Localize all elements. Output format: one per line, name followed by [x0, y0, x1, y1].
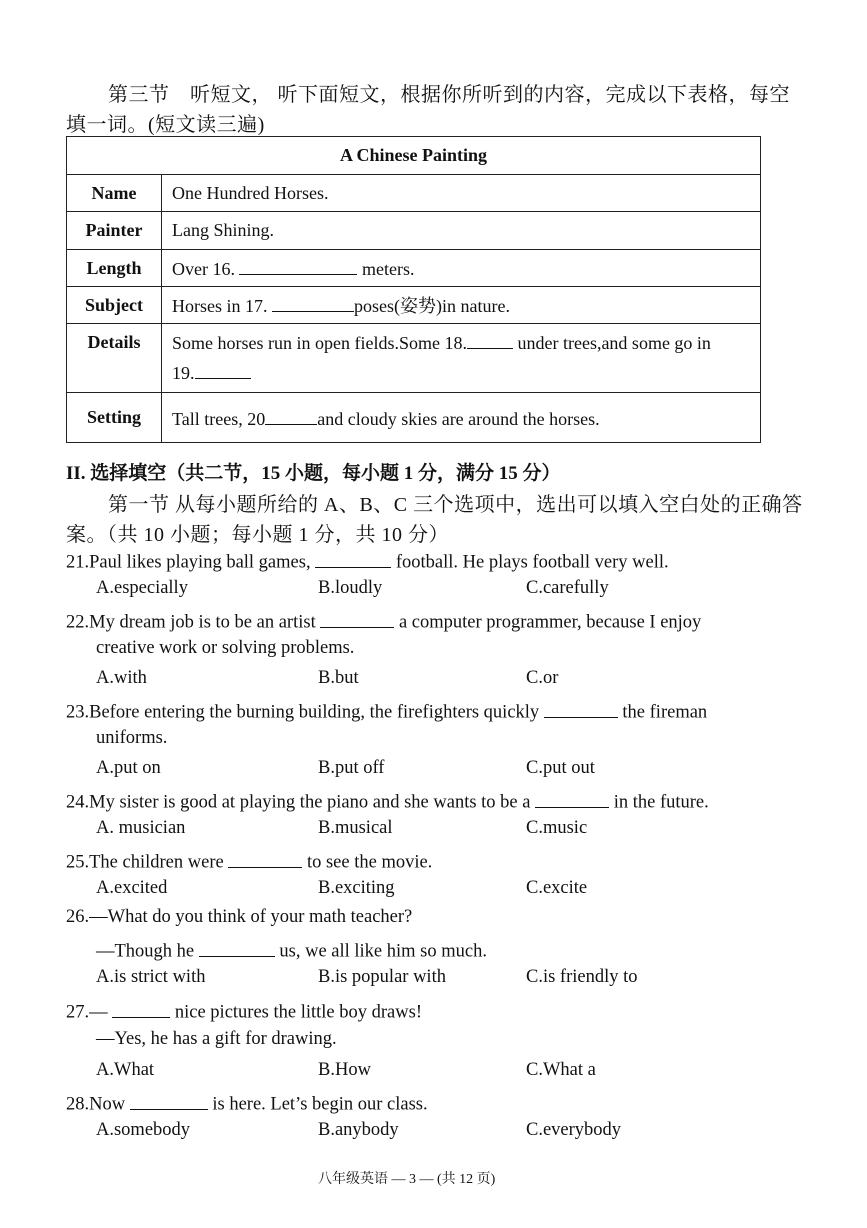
page-footer: 八年级英语 — 3 — (共 12 页) [318, 1172, 496, 1187]
question-28-text: 28.Now [66, 1094, 130, 1115]
blank-18[interactable] [467, 330, 513, 349]
question-25-blank[interactable] [228, 848, 302, 868]
blank-16[interactable] [239, 256, 357, 275]
row-label-length: Length [67, 250, 162, 287]
question-25 [66, 848, 432, 874]
question-26-blank[interactable] [199, 937, 275, 957]
row-label-setting: Setting [67, 393, 162, 443]
question-28-option-c[interactable]: C.everybody [526, 1120, 622, 1140]
question-21-option-b[interactable]: B.loudly [318, 578, 383, 598]
blank-20[interactable] [265, 406, 317, 425]
question-23-option-a[interactable]: A.put on [96, 758, 161, 778]
table-row [67, 250, 761, 287]
details-text-middle: under trees,and some go in [512, 333, 711, 353]
question-26-option-b[interactable]: B.is popular with [318, 967, 446, 987]
section2-instructions-line2: 案。（共 10 小题；每小题 1 分，共 10 分） [66, 524, 449, 546]
question-27-text-after: nice pictures the little boy draws! [170, 1002, 422, 1023]
table-row [67, 287, 761, 324]
question-21-text-after: football. He plays football very well. [391, 552, 669, 573]
table-row [67, 175, 761, 212]
question-27-option-b[interactable]: B.How [318, 1060, 371, 1080]
question-28-blank[interactable] [130, 1090, 208, 1110]
row-value-painter: Lang Shining. [162, 212, 761, 250]
row-label-details: Details [67, 324, 162, 393]
question-24-blank[interactable] [535, 788, 609, 808]
question-25-option-c[interactable]: C.excite [526, 878, 588, 898]
question-24-option-a[interactable]: A. musician [96, 818, 186, 838]
question-27 [66, 998, 422, 1024]
question-21-blank[interactable] [315, 548, 391, 568]
question-26-option-c[interactable]: C.is friendly to [526, 967, 638, 987]
row-label-subject: Subject [67, 287, 162, 324]
question-25-text-after: to see the movie. [302, 852, 433, 873]
row-value-setting [162, 393, 761, 443]
question-24-option-b[interactable]: B.musical [318, 818, 393, 838]
question-26: 26.—What do you think of your math teacher? [66, 907, 413, 927]
question-22-option-b[interactable]: B.but [318, 668, 359, 688]
question-24-option-c[interactable]: C.music [526, 818, 588, 838]
question-21-option-c[interactable]: C.carefully [526, 578, 609, 598]
question-26-line2 [96, 937, 487, 963]
question-25-option-a[interactable]: A.excited [96, 878, 168, 898]
setting-text-before: Tall trees, 20 [172, 408, 266, 429]
question-27-text: 27.— [66, 1002, 113, 1023]
question-22-option-a[interactable]: A.with [96, 668, 147, 688]
question-24 [66, 788, 709, 814]
question-25-text: 25.The children were [66, 852, 229, 873]
question-22-line2: creative work or solving problems. [96, 638, 355, 658]
subject-text-after: poses(姿势)in nature. [354, 296, 510, 316]
row-label-name: Name [67, 175, 162, 212]
question-23-option-c[interactable]: C.put out [526, 758, 595, 778]
question-22-text-after: a computer programmer, because I enjoy [394, 612, 702, 633]
question-21 [66, 548, 669, 574]
details-text-line2: 19. [172, 363, 195, 383]
question-25-option-b[interactable]: B.exciting [318, 878, 395, 898]
question-24-text: 24.My sister is good at playing the piano and she wants to be a [66, 792, 536, 813]
row-value-length [162, 250, 761, 287]
question-28-option-a[interactable]: A.somebody [96, 1120, 191, 1140]
blank-17[interactable] [272, 293, 354, 312]
question-21-option-a[interactable]: A.especially [96, 578, 188, 598]
question-27-blank[interactable] [112, 998, 170, 1018]
question-26-line2-text: —Though he [96, 941, 199, 962]
question-22-option-c[interactable]: C.or [526, 668, 559, 688]
subject-text-before: Horses in 17. [172, 296, 272, 316]
length-text-before: Over 16. [172, 259, 240, 279]
question-27-line2: —Yes, he has a gift for drawing. [96, 1029, 337, 1049]
blank-19[interactable] [195, 360, 251, 379]
section2-instructions-line1: 第一节 从每小题所给的 A、B、C 三个选项中，选出可以填入空白处的正确答 [108, 494, 803, 516]
table-row [67, 212, 761, 250]
listening-instructions-line1: 第三节 听短文， 听下面短文，根据你所听到的内容，完成以下表格，每空 [108, 84, 790, 106]
question-23-text: 23.Before entering the burning building, the firefighters quickly [66, 702, 544, 723]
question-22-text: 22.My dream job is to be an artist [66, 612, 321, 633]
question-23-text-after: the fireman [617, 702, 708, 723]
length-text-after: meters. [357, 259, 415, 279]
question-28 [66, 1090, 428, 1116]
table-title: A Chinese Painting [67, 137, 761, 175]
row-label-painter: Painter [67, 212, 162, 250]
row-value-details [162, 324, 761, 393]
question-27-option-a[interactable]: A.What [96, 1060, 155, 1080]
question-24-text-after: in the future. [609, 792, 709, 813]
question-26-line2-text-after: us, we all like him so much. [274, 941, 487, 962]
question-23-line2: uniforms. [96, 728, 168, 748]
painting-table [66, 136, 761, 443]
row-value-subject [162, 287, 761, 324]
listening-instructions-line2: 填一词。(短文读三遍) [66, 114, 265, 136]
question-23-blank[interactable] [544, 698, 618, 718]
question-23 [66, 698, 707, 724]
table-row [67, 393, 761, 443]
question-26-option-a[interactable]: A.is strict with [96, 967, 206, 987]
question-22-blank[interactable] [320, 608, 394, 628]
section2-heading: II. 选择填空（共二节，15 小题，每小题 1 分，满分 15 分） [66, 463, 561, 484]
setting-text-after: and cloudy skies are around the horses. [317, 408, 600, 429]
row-value-name: One Hundred Horses. [162, 175, 761, 212]
question-27-option-c[interactable]: C.What a [526, 1060, 596, 1080]
question-28-option-b[interactable]: B.anybody [318, 1120, 399, 1140]
question-22 [66, 608, 701, 634]
question-28-text-after: is here. Let’s begin our class. [207, 1094, 428, 1115]
question-23-option-b[interactable]: B.put off [318, 758, 385, 778]
question-21-text: 21.Paul likes playing ball games, [66, 552, 316, 573]
table-row [67, 324, 761, 393]
details-text-before: Some horses run in open fields.Some 18. [172, 333, 467, 353]
